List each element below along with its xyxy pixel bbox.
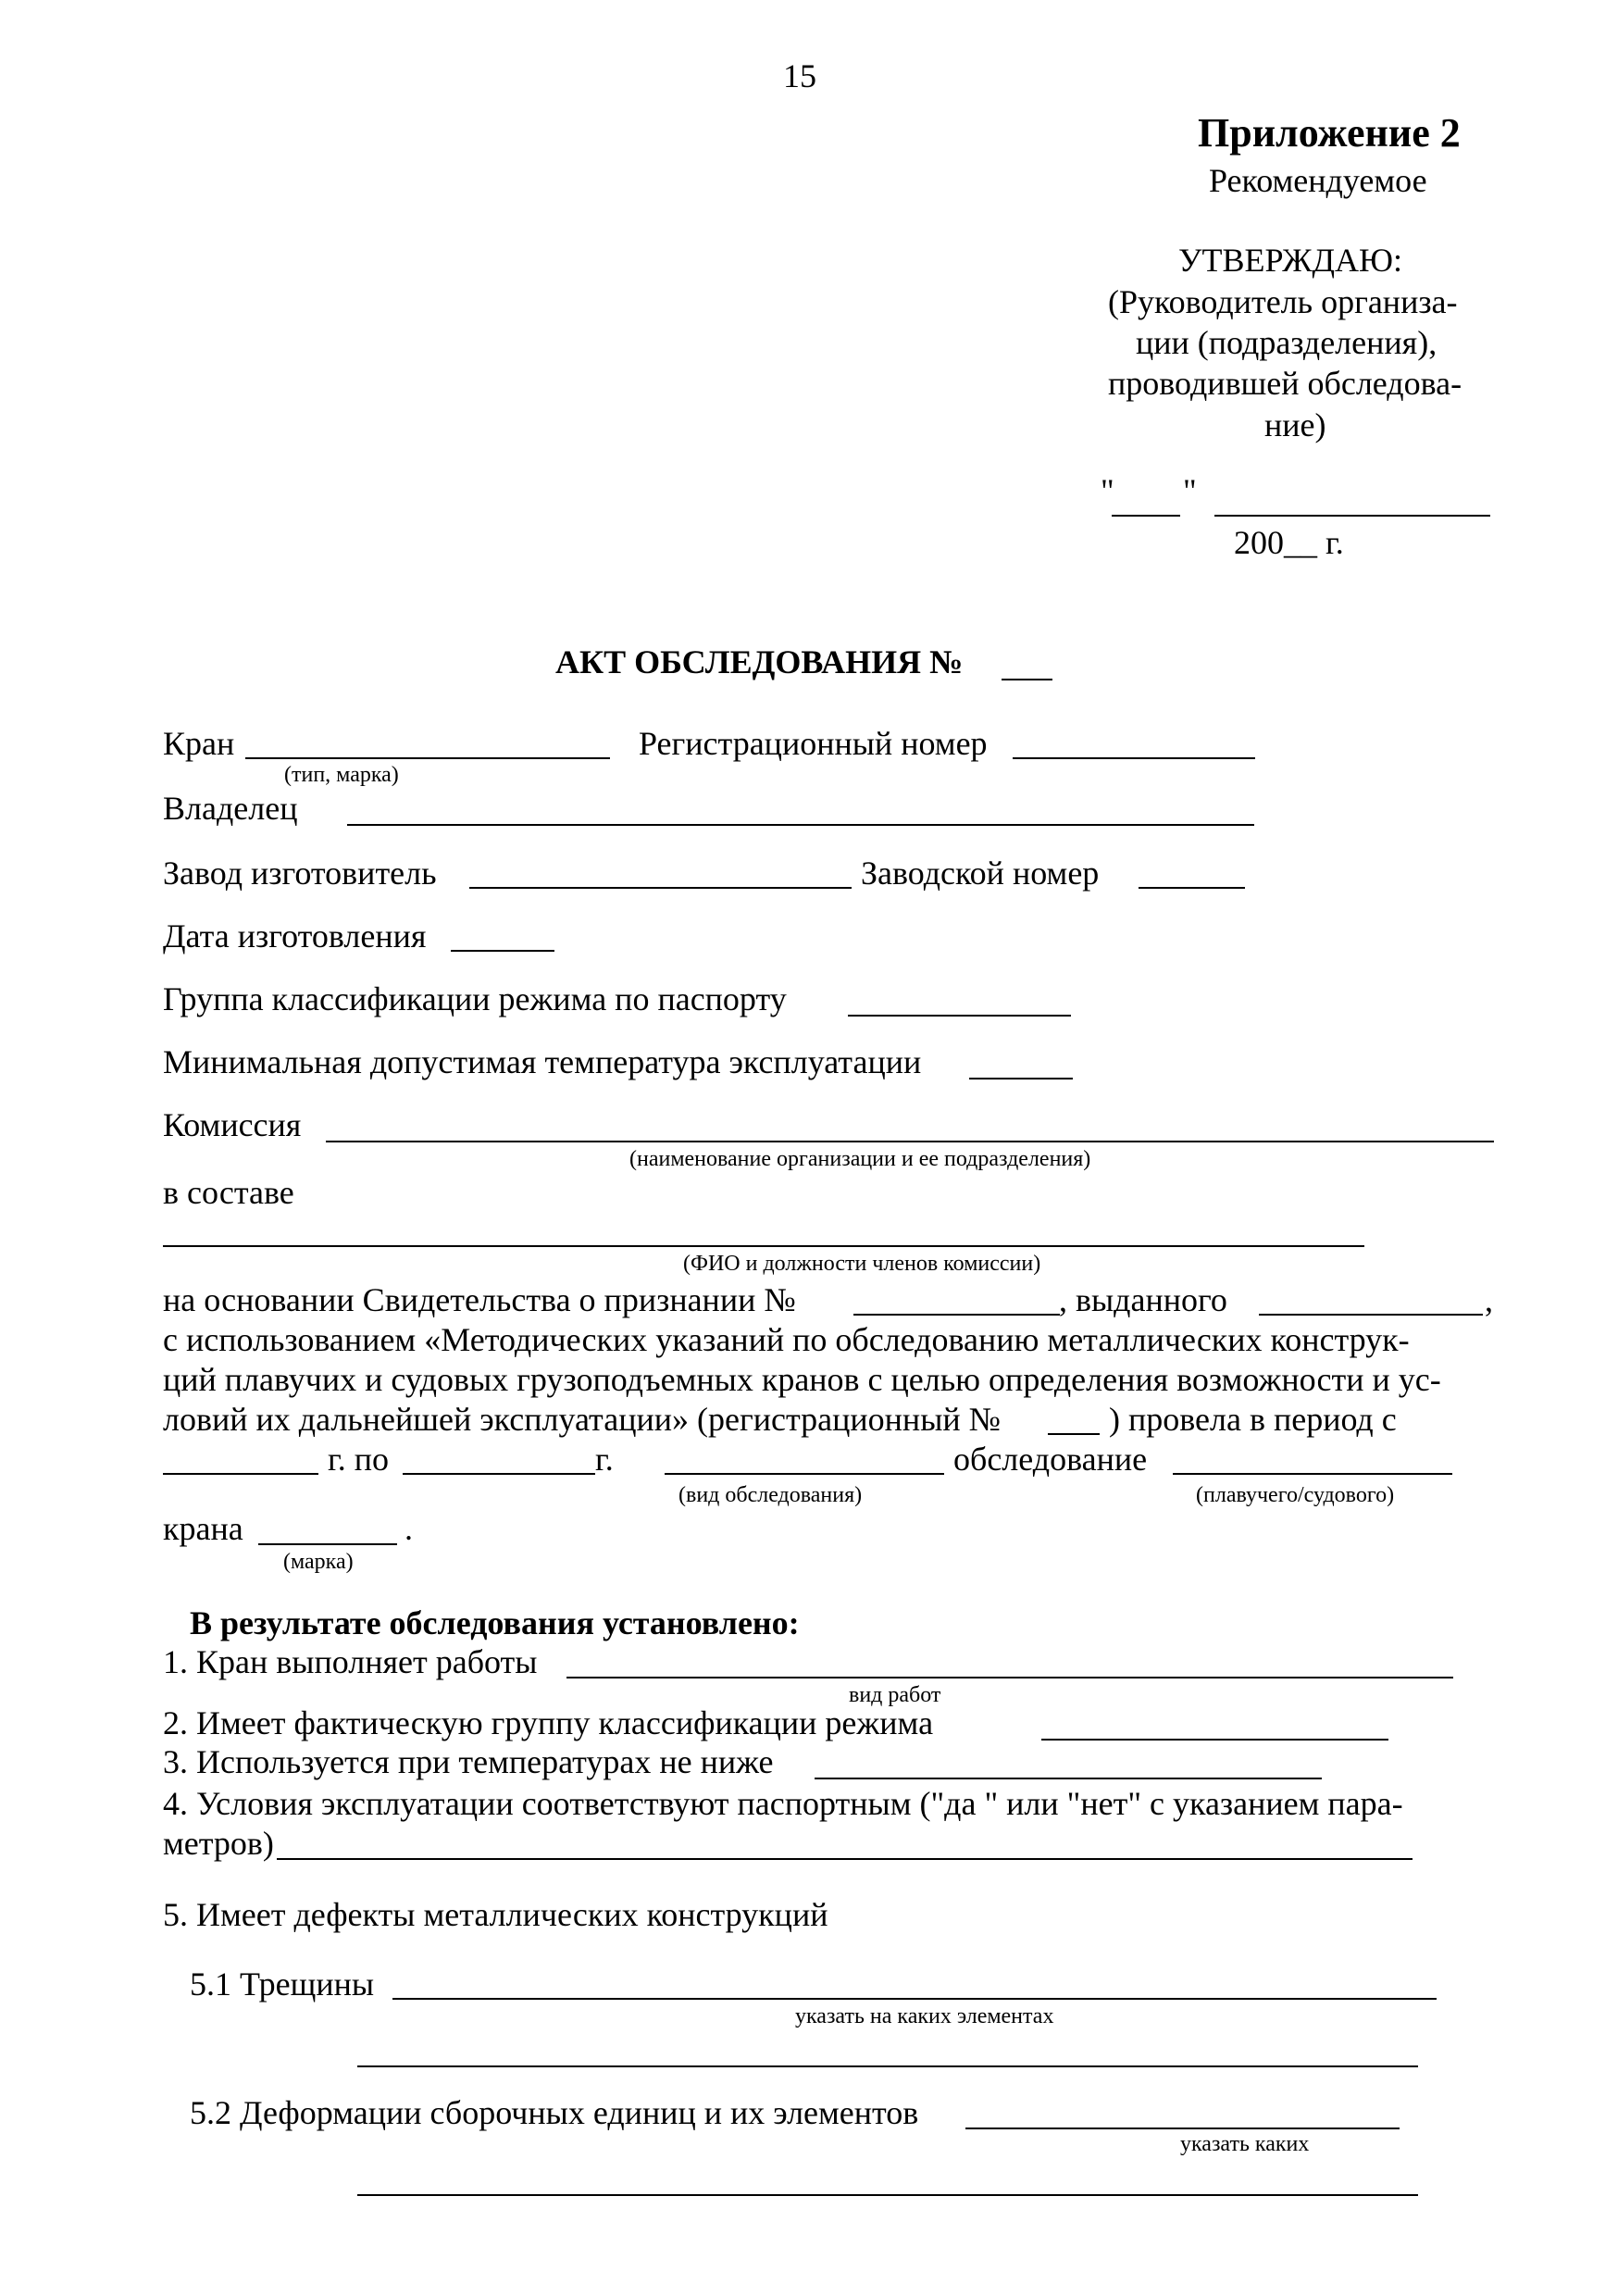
deformations-blank[interactable] <box>965 2128 1400 2129</box>
method-reg-number-blank[interactable] <box>1048 1433 1100 1435</box>
commission-label: Комиссия <box>163 1106 302 1143</box>
crane-word: крана <box>163 1510 243 1547</box>
appendix-title: Приложение 2 <box>1198 110 1461 156</box>
date-month-blank[interactable] <box>1214 515 1490 517</box>
crane-type-hint: (тип, марка) <box>284 763 399 787</box>
crane-kind-hint: (плавучего/судового) <box>1196 1483 1395 1507</box>
issued-by-text: , выданного <box>1059 1281 1227 1318</box>
deformations-blank-2[interactable] <box>357 2194 1418 2196</box>
period-end-blank[interactable] <box>403 1473 595 1475</box>
serial-number-label: Заводской номер <box>861 855 1100 892</box>
paragraph-line-2: с использованием «Методических указаний по обследованию металлических конструк- <box>163 1321 1410 1358</box>
crane-type-blank[interactable] <box>245 757 610 759</box>
certificate-text: на основании Свидетельства о признании № <box>163 1281 796 1318</box>
owner-label: Владелец <box>163 790 298 827</box>
approve-label: УТВЕРЖДАЮ: <box>1178 242 1403 279</box>
members-blank[interactable] <box>163 1245 1364 1247</box>
reg-number-blank[interactable] <box>1013 757 1255 759</box>
result-item-5: 5. Имеет дефекты металлических конструкций <box>163 1896 828 1933</box>
work-type-hint: вид работ <box>849 1683 941 1707</box>
approver-line-2: ции (подразделения), <box>1136 324 1438 361</box>
members-hint: (ФИО и должности членов комиссии) <box>683 1252 1041 1276</box>
min-usage-temp-blank[interactable] <box>815 1778 1322 1779</box>
parameters-blank[interactable] <box>277 1858 1413 1860</box>
manufacturer-label: Завод изготовитель <box>163 855 437 892</box>
owner-blank[interactable] <box>347 824 1254 826</box>
crane-brand-hint: (марка) <box>283 1550 354 1574</box>
result-item-1: 1. Кран выполняет работы <box>163 1643 538 1680</box>
actual-mode-group-blank[interactable] <box>1041 1739 1388 1741</box>
deformations-hint: указать каких <box>1180 2132 1310 2156</box>
results-heading: В результате обследования установлено: <box>190 1604 800 1641</box>
mode-group-label: Группа классификации режима по паспорту <box>163 980 787 1017</box>
result-item-4: 4. Условия эксплуатации соответствуют паспортным ("да " или "нет" с указанием пара- <box>163 1785 1403 1822</box>
page-number: 15 <box>783 57 816 94</box>
cracks-hint: указать на каких элементах <box>795 2004 1054 2028</box>
date-quote-open: " <box>1101 472 1114 509</box>
mode-group-blank[interactable] <box>848 1015 1071 1017</box>
act-number-blank[interactable] <box>1002 679 1052 680</box>
cracks-blank[interactable] <box>392 1998 1437 2000</box>
crane-brand-blank[interactable] <box>258 1543 397 1545</box>
issued-by-blank[interactable] <box>1259 1314 1483 1316</box>
inspection-text: обследование <box>953 1441 1148 1478</box>
result-item-5-2: 5.2 Деформации сборочных единиц и их элементов <box>190 2094 919 2131</box>
approver-line-4: ние) <box>1264 406 1326 443</box>
document-title: АКТ ОБСЛЕДОВАНИЯ № <box>555 643 964 680</box>
year-suffix-text: г. <box>595 1441 614 1478</box>
approver-line-3: проводившей обследова- <box>1108 365 1462 402</box>
manufacture-date-blank[interactable] <box>451 950 554 952</box>
paragraph-line-3: ций плавучих и судовых грузоподъемных кранов с целью определения возможности и ус- <box>163 1361 1441 1398</box>
manufacturer-blank[interactable] <box>469 887 852 889</box>
approver-line-1: (Руководитель организа- <box>1108 283 1458 320</box>
min-temp-label: Минимальная допустимая температура эксплуатации <box>163 1043 922 1080</box>
result-item-2: 2. Имеет фактическую группу классификации режима <box>163 1704 934 1741</box>
commission-blank[interactable] <box>326 1141 1494 1142</box>
period-dot: . <box>404 1510 413 1547</box>
crane-label: Кран <box>163 725 235 762</box>
result-item-5-1: 5.1 Трещины <box>190 1965 375 2003</box>
date-quote-close: " <box>1183 472 1197 509</box>
paragraph-line-4: ловий их дальнейшей эксплуатации» (регистрационный № <box>163 1401 1001 1438</box>
result-item-4-cont: метров) <box>163 1825 274 1862</box>
date-year: 200__ г. <box>1234 524 1344 561</box>
date-day-blank[interactable] <box>1112 515 1180 517</box>
comma-text: , <box>1485 1281 1493 1318</box>
min-temp-blank[interactable] <box>969 1078 1073 1079</box>
reg-number-label: Регистрационный номер <box>639 725 988 762</box>
cracks-blank-2[interactable] <box>357 2065 1418 2067</box>
period-to-text: г. по <box>328 1441 389 1478</box>
inspection-type-blank[interactable] <box>665 1473 944 1475</box>
period-text: ) провела в период с <box>1109 1401 1397 1438</box>
crane-kind-blank[interactable] <box>1173 1473 1452 1475</box>
work-type-blank[interactable] <box>566 1677 1453 1678</box>
manufacture-date-label: Дата изготовления <box>163 917 427 955</box>
inspection-type-hint: (вид обследования) <box>678 1483 863 1507</box>
result-item-3: 3. Используется при температурах не ниже <box>163 1743 774 1780</box>
commission-hint: (наименование организации и ее подразделения) <box>629 1147 1091 1171</box>
certificate-number-blank[interactable] <box>853 1314 1060 1316</box>
period-start-blank[interactable] <box>163 1473 318 1475</box>
composition-label: в составе <box>163 1174 294 1211</box>
serial-number-blank[interactable] <box>1139 887 1245 889</box>
recommended-label: Рекомендуемое <box>1209 162 1427 199</box>
